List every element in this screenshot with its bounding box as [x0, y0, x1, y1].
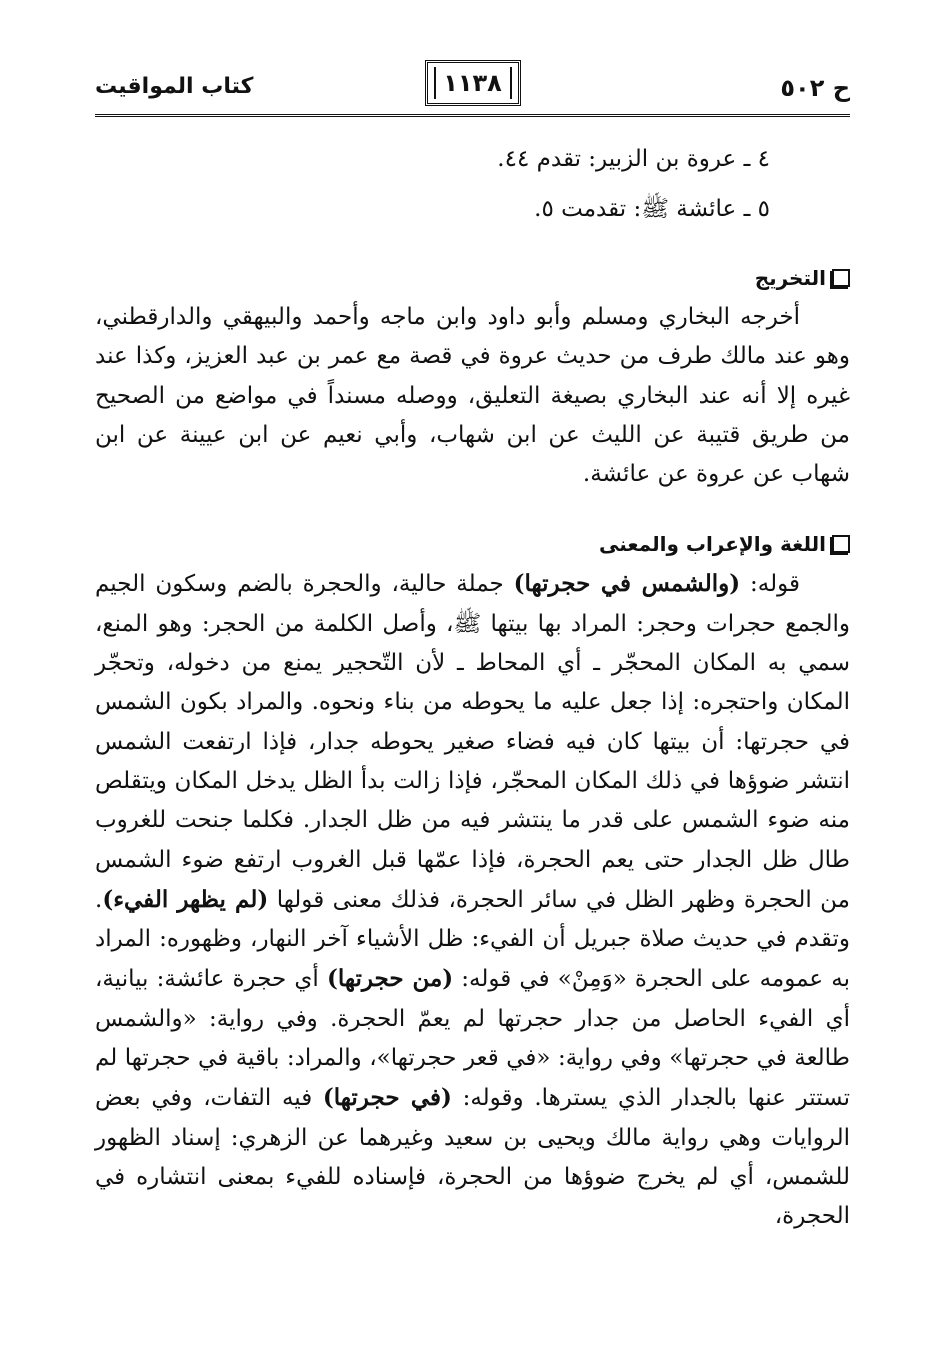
lugha-heading — [95, 524, 850, 564]
takhrij-paragraph — [95, 298, 850, 494]
section-reference: ح ٥٠٢ — [780, 74, 850, 102]
checkbox-square-icon — [832, 269, 850, 287]
narrator-line: ٥ ـ عائشة ﷺ: تقدمت ٥. — [534, 196, 770, 222]
lugha-text-3: . وتقدم في حديث صلاة جبريل أن الفيء: ظل الأشياء آخر النهار، وظهوره: المراد به عمومه على الحجرة «وَمِنْ» في قوله: — [95, 886, 850, 993]
quote-1: (والشمس في حجرتها) — [513, 570, 741, 598]
checkbox-square-icon — [832, 535, 850, 553]
lugha-text-2: جملة حالية، والحجرة بالضم وسكون الجيم والجمع حجرات وحجر: المراد بها بيتها ﷺ، وأصل الكلمة من الحجر: وهو المنع، سمي به المكان المحجّر ـ أي المحاط ـ لأن التّحجير يمنع من دخوله، وتحجّر المكان واحتجره: إذا جعل عليه ما يحوطه من بناء ونحوه. والمراد بكون الشمس في حجرتها: أن بيتها كان فيه فضاء صغير يحوطه جدار، فإذا ارتفعت الشمس انتشر ضوؤها في ذلك المكان المحجّر، فإذا زالت بدأ الظل يدخل المكان ويتقلص منه ضوء الشمس على قدر ما ينتشر فيه من ظل الجدار. فكلما جنحت للغروب طال ظل الجدار حتى يعم الحجرة، فإذا عمّها قبل الغروب ارتفع ضوء الشمس من الحجرة وظهر الظل في سائر الحجرة، فذلك معنى قولها — [95, 571, 850, 913]
lugha-text-5: فيه التفات، وفي بعض الروايات وهي رواية مالك ويحيى بن سعيد وغيرهما عن الزهري: إسناد الظهور للشمس، أي لم يخرج ضوؤها من الحجرة، فإسناده للفيء بمعنى انتشاره في الحجرة، — [95, 1085, 850, 1230]
quote-3: (من حجرتها) — [326, 965, 454, 993]
page-body — [95, 134, 850, 1237]
book-title: كتاب المواقيت — [95, 74, 254, 99]
header-divider — [95, 114, 850, 117]
lugha-text-4: أي حجرة عائشة: بيانية، أي الفيء الحاصل من جدار حجرتها لم يعمّ الحجرة. وفي رواية: «والشمس طالعة في حجرتها» وفي رواية: «في قعر حجرتها»، والمراد: باقية في حجرتها لم تستتر عنها بالجدار الذي يسترها. وقوله: — [95, 966, 850, 1112]
page-header — [95, 60, 850, 112]
lugha-title: اللغة والإعراب والمعنى — [598, 532, 826, 557]
page-number-frame — [425, 60, 521, 106]
takhrij-title: التخريج — [754, 266, 826, 290]
takhrij-text: أخرجه البخاري ومسلم وأبو داود وابن ماجه وأحمد والبيهقي والدارقطني، وهو عند مالك طرف من حديث عروة في قصة مع عمر بن عبد العزيز، وكذا عند غيره إلا أنه عند البخاري بصيغة التعليق، ووصله مسنداً في مواضع من الصحيح من طريق قتيبة عن الليث عن ابن شهاب، وأبي نعيم عن ابن عيينة عن ابن شهاب عن عروة عن عائشة. — [95, 304, 850, 488]
quote-4: (في حجرتها) — [322, 1084, 452, 1112]
lugha-paragraph — [95, 564, 850, 1236]
quote-2: (لم يظهر الفيء) — [102, 885, 269, 913]
takhrij-heading — [95, 258, 850, 298]
lugha-text-1: قوله: — [740, 571, 800, 598]
page-number: ١١٣٨ — [443, 69, 502, 97]
narrator-line: ٤ ـ عروة بن الزبير: تقدم ٤٤. — [497, 146, 770, 172]
